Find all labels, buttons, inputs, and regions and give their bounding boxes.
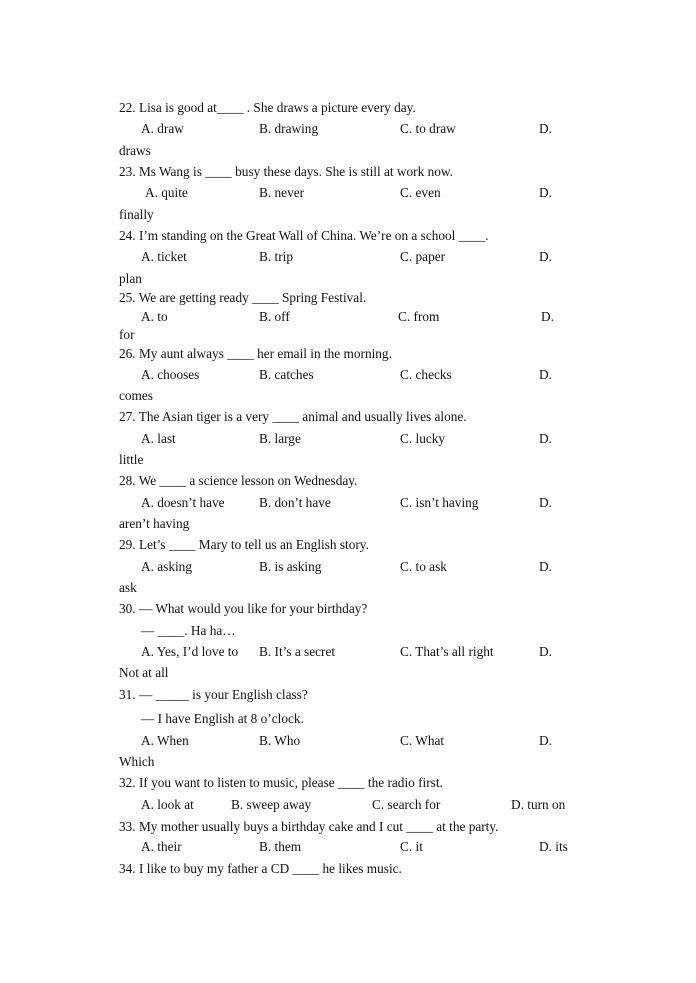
question-26-stem: 26. My aunt always ____ her email in the morning.: [119, 346, 392, 361]
question-26-option-d: D.: [539, 367, 552, 382]
question-33-option-b: B. them: [259, 839, 302, 854]
question-31-option-b: B. Who: [259, 733, 301, 748]
question-27-option-d: D.: [539, 431, 552, 446]
question-30-stem: 30. — What would you like for your birthday?: [119, 601, 368, 616]
question-31-option-c: C. What: [400, 733, 445, 748]
question-30-option-d: D.: [539, 644, 552, 659]
question-22-stem: 22. Lisa is good at____ . She draws a picture every day.: [119, 100, 416, 115]
question-24-option-a: A. ticket: [141, 249, 187, 264]
question-22-option-d: D.: [539, 121, 552, 136]
question-32-option-b: B. sweep away: [231, 797, 312, 812]
question-23-option-c: C. even: [400, 185, 441, 200]
question-32-option-d: D. turn on: [511, 797, 566, 812]
question-22-option-d-text: draws: [119, 143, 151, 158]
question-30-dialogue-reply: — ____. Ha ha…: [141, 623, 236, 638]
question-22-option-c: C. to draw: [400, 121, 456, 136]
question-33-option-c: C. it: [400, 839, 423, 854]
question-28-option-d: D.: [539, 495, 552, 510]
question-30-option-a: A. Yes, I’d love to: [141, 644, 239, 659]
question-25-option-c: C. from: [398, 309, 440, 324]
question-30-option-d-text: Not at all: [119, 665, 169, 680]
question-24-option-b: B. trip: [259, 249, 293, 264]
question-24-stem: 24. I’m standing on the Great Wall of China. We’re on a school ____.: [119, 228, 489, 243]
question-28-option-d-text: aren’t having: [119, 516, 190, 531]
question-32-stem: 32. If you want to listen to music, please ____ the radio first.: [119, 775, 443, 790]
question-29-option-d: D.: [539, 559, 552, 574]
question-29-stem: 29. Let’s ____ Mary to tell us an English story.: [119, 537, 369, 552]
question-25-stem: 25. We are getting ready ____ Spring Festival.: [119, 290, 367, 305]
question-28-option-a: A. doesn’t have: [141, 495, 225, 510]
question-23-option-d: D.: [539, 185, 552, 200]
question-31-dialogue-reply: — I have English at 8 o’clock.: [141, 711, 304, 726]
question-25-option-d: D.: [541, 309, 554, 324]
question-27-option-d-text: little: [119, 452, 144, 467]
question-28-option-b: B. don’t have: [259, 495, 331, 510]
question-29-option-b: B. is asking: [259, 559, 322, 574]
question-33-stem: 33. My mother usually buys a birthday cake and I cut ____ at the party.: [119, 819, 499, 834]
question-26-option-c: C. checks: [400, 367, 452, 382]
question-24-option-c: C. paper: [400, 249, 446, 264]
question-28-stem: 28. We ____ a science lesson on Wednesday.: [119, 473, 358, 488]
question-24-option-d: D.: [539, 249, 552, 264]
question-23-option-d-text: finally: [119, 207, 154, 222]
question-31-option-d-text: Which: [119, 754, 155, 769]
question-27-stem: 27. The Asian tiger is a very ____ animal and usually lives alone.: [119, 409, 467, 424]
question-26-option-a: A. chooses: [141, 367, 200, 382]
question-30-option-b: B. It’s a secret: [259, 644, 336, 659]
question-32-option-a: A. look at: [141, 797, 194, 812]
question-23-option-b: B. never: [259, 185, 305, 200]
question-22-option-a: A. draw: [141, 121, 184, 136]
question-34-stem: 34. I like to buy my father a CD ____ he likes music.: [119, 861, 402, 876]
question-27-option-b: B. large: [259, 431, 301, 446]
question-31-option-a: A. When: [141, 733, 189, 748]
question-29-option-c: C. to ask: [400, 559, 447, 574]
question-33-option-d: D. its: [539, 839, 568, 854]
question-27-option-c: C. lucky: [400, 431, 446, 446]
question-28-option-c: C. isn’t having: [400, 495, 479, 510]
question-24-option-d-text: plan: [119, 271, 142, 286]
question-31-stem: 31. — _____ is your English class?: [119, 687, 308, 702]
question-29-option-a: A. asking: [141, 559, 192, 574]
question-31-option-d: D.: [539, 733, 552, 748]
question-25-option-d-text: for: [119, 327, 135, 342]
question-25-option-a: A. to: [141, 309, 168, 324]
question-27-option-a: A. last: [141, 431, 176, 446]
question-23-stem: 23. Ms Wang is ____ busy these days. She is still at work now.: [119, 164, 453, 179]
question-22-option-b: B. drawing: [259, 121, 319, 136]
question-26-option-d-text: comes: [119, 388, 153, 403]
question-25-option-b: B. off: [259, 309, 290, 324]
question-29-option-d-text: ask: [119, 580, 137, 595]
question-32-option-c: C. search for: [372, 797, 441, 812]
question-26-option-b: B. catches: [259, 367, 314, 382]
question-23-option-a: A. quite: [145, 185, 188, 200]
question-33-option-a: A. their: [141, 839, 182, 854]
question-30-option-c: C. That’s all right: [400, 644, 494, 659]
